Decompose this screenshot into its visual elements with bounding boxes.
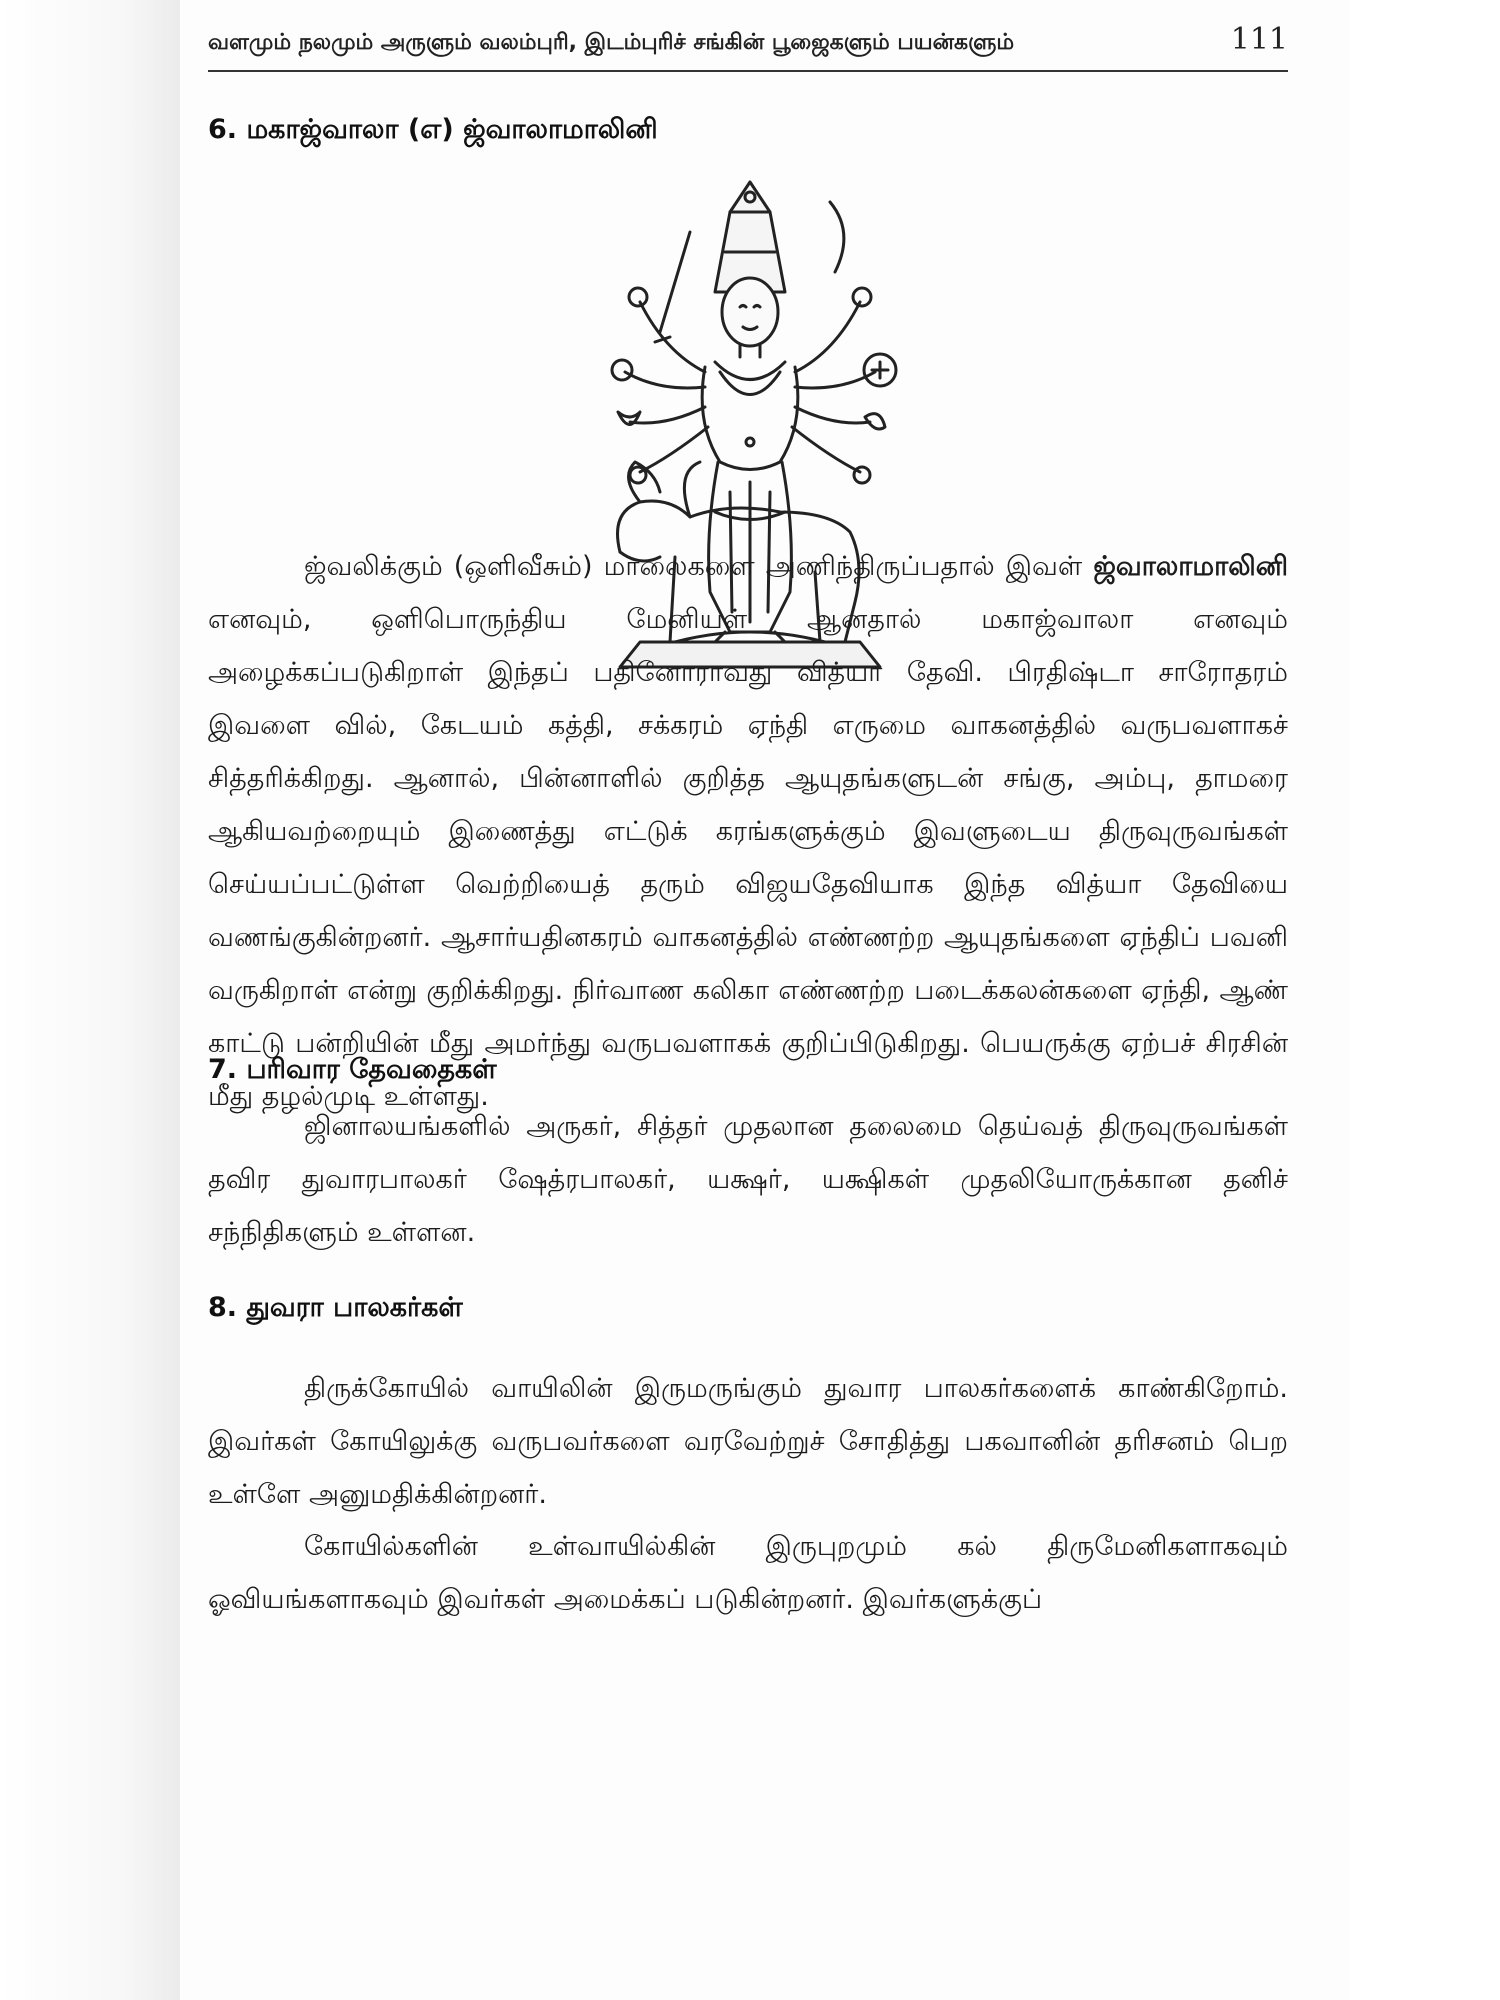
scan-margin <box>0 0 180 2000</box>
section-8-paragraph-2 <box>208 1520 1288 1626</box>
paragraph-text: கோயில்களின் உள்வாயில்கின் இருபுறமும் கல் திருமேனிகளாகவும் ஓவியங்களாகவும் இவர்கள் அமைக்கப் படுகின்றனர். இவர்களுக்குப் <box>208 1531 1288 1615</box>
page-number: 111 <box>1230 22 1288 57</box>
section-8-heading: 8. துவரா பாலகர்கள் <box>208 1292 463 1323</box>
paragraph-text: திருக்கோயில் வாயிலின் இருமருங்கும் துவார பாலகர்களைக் காண்கிறோம். இவர்கள் கோயிலுக்கு வருபவர்களை வரவேற்றுச் சோதித்து பகவானின் தரிசனம் பெற உள்ளே அனுமதிக்கின்றனர். <box>208 1373 1288 1510</box>
paragraph-text: ஜினாலயங்களில் அருகர், சித்தர் முதலான தலைமை தெய்வத் திருவுருவங்கள் தவிர துவாரபாலகர் ஷேத்ரபாலகர், யக்ஷர், யக்ஷிகள் முதலியோருக்கான தனிச் சந்நிதிகளும் உள்ளன. <box>208 1111 1288 1248</box>
section-6-heading: 6. மகாஜ்வாலா (எ) ஜ்வாலாமாலினி <box>208 114 658 145</box>
section-7-paragraph <box>208 1100 1288 1259</box>
section-8-paragraph-1 <box>208 1362 1288 1521</box>
bold-term: ஜ்வாலாமாலினி <box>1093 551 1288 582</box>
paragraph-lead: ஜ்வலிக்கும் (ஒளிவீசும்) மாலைகளை அணிந்திருப்பதால் இவள் <box>304 551 1083 582</box>
header-rule <box>208 70 1288 72</box>
running-title: வளமும் நலமும் அருளும் வலம்புரி, இடம்புரிச் சங்கின் பூஜைகளும் பயன்களும் <box>208 30 1015 55</box>
section-6-paragraph <box>208 540 1288 1123</box>
paragraph-rest: எனவும், ஒளிபொருந்திய மேனியள் ஆனதால் மகாஜ்வாலா எனவும் அழைக்கப்படுகிறாள் இந்தப் பதினோராவது வித்யா தேவி. பிரதிஷ்டா சாரோதரம் இவளை வில், கேடயம் கத்தி, சக்கரம் ஏந்தி எருமை வாகனத்தில் வருபவளாகச் சித்தரிக்கிறது. ஆனால், பின்னாளில் குறித்த ஆயுதங்களுடன் சங்கு, அம்பு, தாமரை ஆகியவற்றையும் இணைத்து எட்டுக் கரங்களுக்கும் இவளுடைய திருவுருவங்கள் செய்யப்பட்டுள்ள வெற்றியைத் தரும் விஜயதேவியாக இந்த வித்யா தேவியை வணங்குகின்றனர். ஆசார்யதினகரம் வாகனத்தில் எண்ணற்ற ஆயுதங்களை ஏந்திப் பவனி வருகிறாள் என்று குறிக்கிறது. நிர்வாண கலிகா எண்ணற்ற படைக்கலன்களை ஏந்தி, ஆண் காட்டு பன்றியின் மீது அமர்ந்து வருபவளாகக் குறிப்பிடுகிறது. பெயருக்கு ஏற்பச் சிரசின் மீது தழல்முடி உள்ளது. <box>208 604 1288 1112</box>
section-7-heading: 7. பரிவார தேவதைகள் <box>208 1054 497 1085</box>
running-header <box>208 18 1288 74</box>
